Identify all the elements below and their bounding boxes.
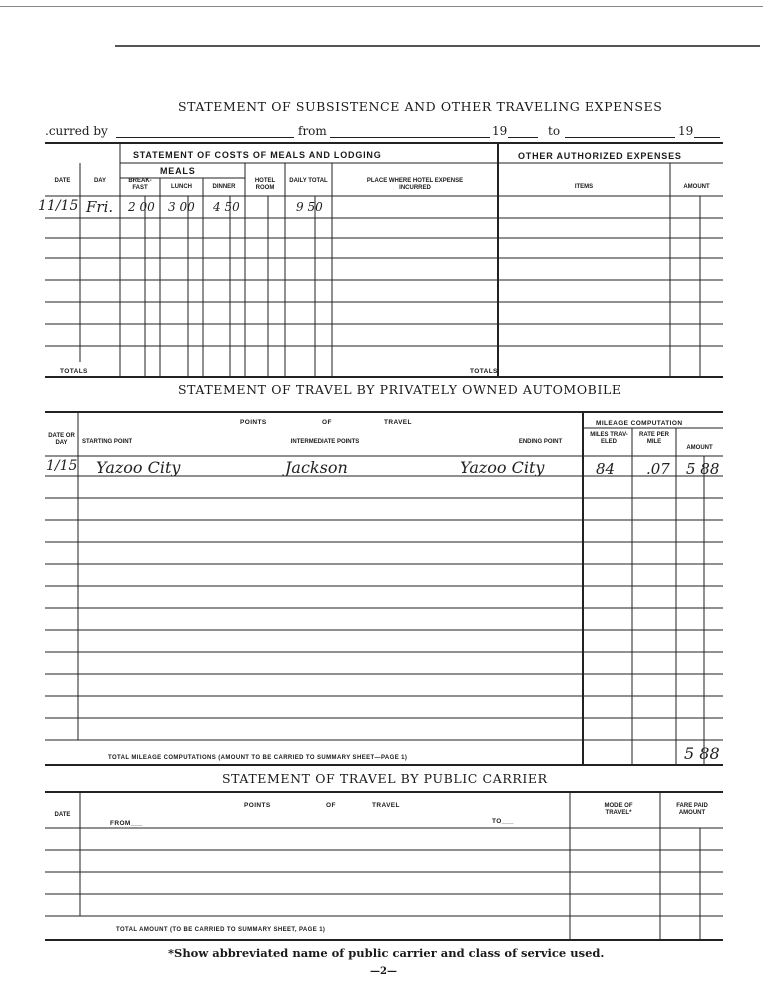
carrier-to-label: TO___ xyxy=(492,818,514,825)
other-expenses-title: OTHER AUTHORIZED EXPENSES xyxy=(518,151,682,161)
meals-entry-dinner: 4 50 xyxy=(213,200,240,214)
auto-entry-miles: 84 xyxy=(596,460,616,478)
from-label: from xyxy=(298,124,327,138)
auto-entry-date: 1/15 xyxy=(46,458,78,474)
col-breakfast-header: BREAK- FAST xyxy=(128,178,152,191)
carrier-points-word-1: POINTS xyxy=(244,802,271,809)
auto-total-label: TOTAL MILEAGE COMPUTATIONS (AMOUNT TO BE CARRIED TO SUMMARY SHEET—PAGE 1) xyxy=(108,755,408,761)
meals-totals-left: TOTALS xyxy=(60,368,88,375)
auto-entry-rate: .07 xyxy=(646,460,670,478)
col-daily-header: DAILY TOTAL xyxy=(289,178,328,184)
carrier-section-title: STATEMENT OF TRAVEL BY PUBLIC CARRIER xyxy=(222,771,548,786)
auto-points-word-2: OF xyxy=(322,419,332,426)
auto-col-intermediate-header: INTERMEDIATE POINTS xyxy=(290,439,360,445)
meals-entry-day: Fri. xyxy=(86,198,114,216)
auto-col-date-header: DATE OR DAY xyxy=(48,433,75,446)
year-from-label: 19 xyxy=(492,124,508,138)
auto-col-miles-header: MILES TRAV- ELED xyxy=(590,432,628,445)
col-dinner-header: DINNER xyxy=(212,184,236,190)
carrier-col-date-header: DATE xyxy=(54,812,71,818)
to-label: to xyxy=(548,124,561,138)
auto-section-title: STATEMENT OF TRAVEL BY PRIVATELY OWNED AUTOMOBILE xyxy=(178,382,622,397)
mileage-computation-title: MILEAGE COMPUTATION xyxy=(596,420,683,427)
auto-entry-intermediate: Jackson xyxy=(285,458,348,477)
meals-totals-right: TOTALS xyxy=(470,368,498,375)
col-items-header: ITEMS xyxy=(574,184,594,190)
footer-note: *Show abbreviated name of public carrier and class of service used. xyxy=(168,946,605,960)
year-to-label: 19 xyxy=(678,124,694,138)
col-day-header: DAY xyxy=(93,178,107,184)
carrier-from-label: FROM___ xyxy=(110,820,143,827)
auto-col-amount-header: AMOUNT xyxy=(686,445,713,451)
col-amount-header: AMOUNT xyxy=(683,184,710,190)
carrier-points-word-3: TRAVEL xyxy=(372,802,400,809)
auto-col-ending-header: ENDING POINT xyxy=(518,439,563,445)
meals-entry-daily-total: 9 50 xyxy=(296,200,323,214)
auto-entry-ending: Yazoo City xyxy=(460,458,545,477)
auto-points-word-3: TRAVEL xyxy=(384,419,412,426)
auto-points-word-1: POINTS xyxy=(240,419,267,426)
auto-entry-amount: 5 88 xyxy=(686,460,720,478)
incurred-by-label: .curred by xyxy=(45,124,108,138)
page-title: STATEMENT OF SUBSISTENCE AND OTHER TRAVELING EXPENSES xyxy=(178,99,663,114)
carrier-col-mode-header: MODE OF TRAVEL* xyxy=(604,803,633,816)
carrier-col-fare-header: FARE PAID AMOUNT xyxy=(676,803,708,816)
col-lunch-header: LUNCH xyxy=(171,184,192,190)
auto-entry-starting: Yazoo City xyxy=(96,458,181,477)
meals-entry-date: 11/15 xyxy=(38,198,79,214)
auto-total-value: 5 88 xyxy=(684,744,720,763)
carrier-total-label: TOTAL AMOUNT (TO BE CARRIED TO SUMMARY SHEET, PAGE 1) xyxy=(116,927,326,933)
meals-entry-lunch: 3 00 xyxy=(168,200,195,214)
meals-entry-breakfast: 2 00 xyxy=(128,200,155,214)
col-date-header: DATE xyxy=(54,178,71,184)
carrier-points-word-2: OF xyxy=(326,802,336,809)
meals-label: MEALS xyxy=(160,166,196,176)
page-number: —2— xyxy=(370,966,397,977)
auto-col-rate-header: RATE PER MILE xyxy=(639,432,669,445)
col-hotel-header: HOTEL ROOM xyxy=(254,178,276,191)
col-place-header: PLACE WHERE HOTEL EXPENSE INCURRED xyxy=(366,178,464,191)
auto-col-starting-header: STARTING POINT xyxy=(82,439,133,445)
meals-section-title: STATEMENT OF COSTS OF MEALS AND LODGING xyxy=(133,150,382,160)
